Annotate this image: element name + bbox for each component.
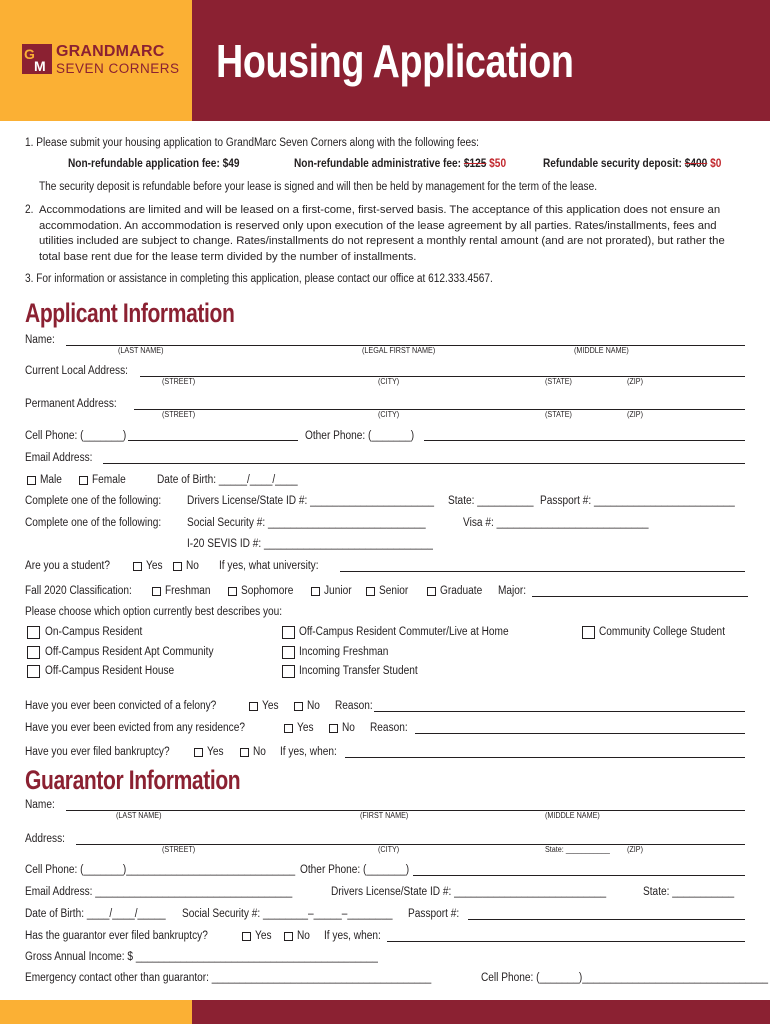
ssn-field[interactable]: Social Security #: ____________________________ [187, 517, 426, 529]
guarantor-name-label: Name: [25, 799, 55, 811]
guarantor-bankruptcy-no-label: No [297, 930, 310, 942]
student-no-label: No [186, 560, 199, 572]
junior-checkbox[interactable] [311, 587, 320, 596]
felony-reason-label: Reason: [335, 700, 373, 712]
graduate-label: Graduate [440, 585, 483, 597]
option-label: Off-Campus Resident Commuter/Live at Home [299, 626, 509, 638]
name-label: Name: [25, 334, 55, 346]
permanent-address-label: Permanent Address: [25, 398, 117, 410]
bankruptcy-yes-checkbox[interactable] [194, 748, 203, 757]
complete-one-label-2: Complete one of the following: [25, 517, 162, 529]
guarantor-state-field[interactable]: State: ___________ [643, 886, 735, 898]
felony-yes-label: Yes [262, 700, 279, 712]
guarantor-dob-field[interactable]: Date of Birth: ____/____/_____ [25, 908, 166, 920]
student-yes-label: Yes [146, 560, 163, 572]
guarantor-city-caption: (CITY) [378, 845, 400, 854]
major-label: Major: [498, 585, 527, 597]
senior-checkbox[interactable] [366, 587, 375, 596]
fee-deposit: Refundable security deposit: $400 $0 [543, 158, 722, 170]
local-address-label: Current Local Address: [25, 365, 128, 377]
guarantor-zip-caption: (ZIP) [627, 845, 644, 854]
student-yes-checkbox[interactable] [133, 562, 142, 571]
other-phone-label: Other Phone: (_______) [305, 430, 415, 442]
female-checkbox[interactable] [79, 476, 88, 485]
email-label: Email Address: [25, 452, 93, 464]
applicant-heading: Applicant Information [25, 298, 235, 328]
sevis-field[interactable]: I-20 SEVIS ID #: ______________________________ [187, 538, 433, 550]
svg-text:G: G [24, 46, 35, 62]
city-caption: (CITY) [378, 410, 400, 419]
logo-line2: SEVEN CORNERS [56, 61, 180, 76]
felony-reason-field[interactable] [374, 711, 745, 712]
first-name-caption: (LEGAL FIRST NAME) [362, 346, 436, 355]
footer-maroon-panel [192, 1000, 770, 1024]
option-label: Off-Campus Resident Apt Community [45, 646, 214, 658]
female-label: Female [92, 474, 126, 486]
bankruptcy-when-label: If yes, when: [280, 746, 337, 758]
city-caption: (CITY) [378, 377, 400, 386]
senior-label: Senior [379, 585, 409, 597]
guarantor-bankruptcy-when-field[interactable] [387, 941, 745, 942]
option-checkbox-incoming-transfer[interactable] [282, 665, 295, 678]
student-no-checkbox[interactable] [173, 562, 182, 571]
email-field[interactable] [103, 463, 745, 464]
guarantor-drivers-license-field[interactable]: Drivers License/State ID #: ___________________________ [331, 886, 607, 898]
option-checkbox-commuter[interactable] [282, 626, 295, 639]
option-checkbox-house[interactable] [27, 665, 40, 678]
freshman-checkbox[interactable] [152, 587, 161, 596]
emergency-contact-field[interactable]: Emergency contact other than guarantor: _______________________________________ [25, 972, 432, 984]
evicted-yes-checkbox[interactable] [284, 724, 293, 733]
felony-no-checkbox[interactable] [294, 702, 303, 711]
intro-item-1: 1. Please submit your housing application to GrandMarc Seven Corners along with the following fees: [25, 137, 479, 149]
dob-field[interactable]: Date of Birth: _____/____/____ [157, 474, 298, 486]
state-field[interactable]: State: __________ [448, 495, 534, 507]
complete-one-label: Complete one of the following: [25, 495, 162, 507]
student-question: Are you a student? [25, 560, 110, 572]
sophomore-label: Sophomore [241, 585, 294, 597]
cell-phone-field[interactable] [128, 440, 298, 441]
footer-gold-panel [0, 1000, 192, 1024]
evicted-no-checkbox[interactable] [329, 724, 338, 733]
guarantor-heading: Guarantor Information [25, 765, 241, 795]
option-label: Incoming Transfer Student [299, 665, 418, 677]
logo-line1: GRANDMARC [56, 43, 165, 60]
local-address-field[interactable] [140, 376, 745, 377]
option-label: Incoming Freshman [299, 646, 389, 658]
zip-caption: (ZIP) [627, 410, 644, 419]
guarantor-last-name-caption: (LAST NAME) [116, 811, 162, 820]
option-label: Off-Campus Resident House [45, 665, 175, 677]
sophomore-checkbox[interactable] [228, 587, 237, 596]
drivers-license-field[interactable]: Drivers License/State ID #: ______________________ [187, 495, 435, 507]
guarantor-income-field[interactable]: Gross Annual Income: $ ___________________________________________ [25, 951, 378, 963]
choose-option-label: Please choose which option currently best describes you: [25, 606, 283, 618]
option-label: On-Campus Resident [45, 626, 143, 638]
evicted-yes-label: Yes [297, 722, 314, 734]
university-label: If yes, what university: [219, 560, 319, 572]
svg-text:M: M [34, 58, 46, 74]
visa-field[interactable]: Visa #: ___________________________ [463, 517, 649, 529]
evicted-reason-label: Reason: [370, 722, 408, 734]
guarantor-cell-phone-field[interactable]: Cell Phone: (_______)______________________________ [25, 864, 296, 876]
male-label: Male [40, 474, 62, 486]
guarantor-bankruptcy-no-checkbox[interactable] [284, 932, 293, 941]
street-caption: (STREET) [162, 377, 196, 386]
bankruptcy-question: Have you ever filed bankruptcy? [25, 746, 170, 758]
evicted-no-label: No [342, 722, 355, 734]
option-checkbox-on-campus[interactable] [27, 626, 40, 639]
guarantor-middle-name-caption: (MIDDLE NAME) [545, 811, 600, 820]
street-caption: (STREET) [162, 410, 196, 419]
guarantor-other-phone-field[interactable] [413, 875, 745, 876]
page-title: Housing Application [216, 35, 574, 87]
classification-label: Fall 2020 Classification: [25, 585, 132, 597]
last-name-caption: (LAST NAME) [118, 346, 164, 355]
intro-item-3: 3. For information or assistance in completing this application, please contact our office at 612.333.4567. [25, 273, 493, 285]
guarantor-email-field[interactable]: Email Address: ___________________________________ [25, 886, 293, 898]
guarantor-passport-label: Passport #: [408, 908, 460, 920]
deposit-note: The security deposit is refundable before your lease is signed and will then be held by management for the term of the lease. [39, 181, 598, 193]
other-phone-field[interactable] [424, 440, 745, 441]
felony-yes-checkbox[interactable] [249, 702, 258, 711]
option-label: Community College Student [599, 626, 726, 638]
guarantor-other-phone-label: Other Phone: (_______) [300, 864, 410, 876]
guarantor-address-label: Address: [25, 833, 65, 845]
option-checkbox-apt-community[interactable] [27, 646, 40, 659]
guarantor-street-caption: (STREET) [162, 845, 196, 854]
guarantor-bankruptcy-yes-label: Yes [255, 930, 272, 942]
intro-item-2-number: 2. [25, 204, 34, 216]
guarantor-first-name-caption: (FIRST NAME) [360, 811, 409, 820]
guarantor-bankruptcy-when-label: If yes, when: [324, 930, 381, 942]
zip-caption: (ZIP) [627, 377, 644, 386]
emergency-cell-phone-field[interactable]: Cell Phone: (_______)_________________________________ [481, 972, 769, 984]
permanent-address-field[interactable] [134, 409, 745, 410]
university-field[interactable] [340, 571, 745, 572]
intro-item-2: Accommodations are limited and will be leased on a first-come, first-served basis. The acceptance of this application does not ensure an accommodation. An accommodation is reserved only upon execution of the lease agreement by all parties. Rates/installments, fees and utilities included are subject to change. Rates/installments do not represent a monthly rental amount (and are not prorated), but rather the total base rent due for the lease term divided by the number of installments. [39, 204, 725, 263]
graduate-checkbox[interactable] [427, 587, 436, 596]
fee-application: Non-refundable application fee: $49 [68, 158, 240, 170]
bankruptcy-when-field[interactable] [345, 757, 745, 758]
evicted-reason-field[interactable] [415, 733, 745, 734]
state-caption: (STATE) [545, 410, 572, 419]
cell-phone-label: Cell Phone: (_______) [25, 430, 127, 442]
guarantor-bankruptcy-question: Has the guarantor ever filed bankruptcy? [25, 930, 208, 942]
guarantor-state-caption: State: ___________ [545, 845, 610, 854]
felony-question: Have you ever been convicted of a felony? [25, 700, 217, 712]
fee-administrative: Non-refundable administrative fee: $125 $50 [294, 158, 507, 170]
major-field[interactable] [532, 596, 748, 597]
state-caption: (STATE) [545, 377, 572, 386]
junior-label: Junior [324, 585, 352, 597]
grandmarc-logo-icon [22, 44, 52, 74]
guarantor-ssn-field[interactable]: Social Security #: ________–_____–________ [182, 908, 393, 920]
passport-field[interactable]: Passport #: _________________________ [540, 495, 735, 507]
guarantor-bankruptcy-yes-checkbox[interactable] [242, 932, 251, 941]
evicted-question: Have you ever been evicted from any residence? [25, 722, 245, 734]
option-checkbox-community-college[interactable] [582, 626, 595, 639]
bankruptcy-no-label: No [253, 746, 266, 758]
option-checkbox-incoming-freshman[interactable] [282, 646, 295, 659]
middle-name-caption: (MIDDLE NAME) [574, 346, 629, 355]
felony-no-label: No [307, 700, 320, 712]
bankruptcy-no-checkbox[interactable] [240, 748, 249, 757]
guarantor-passport-field[interactable] [468, 919, 745, 920]
bankruptcy-yes-label: Yes [207, 746, 224, 758]
male-checkbox[interactable] [27, 476, 36, 485]
freshman-label: Freshman [165, 585, 211, 597]
